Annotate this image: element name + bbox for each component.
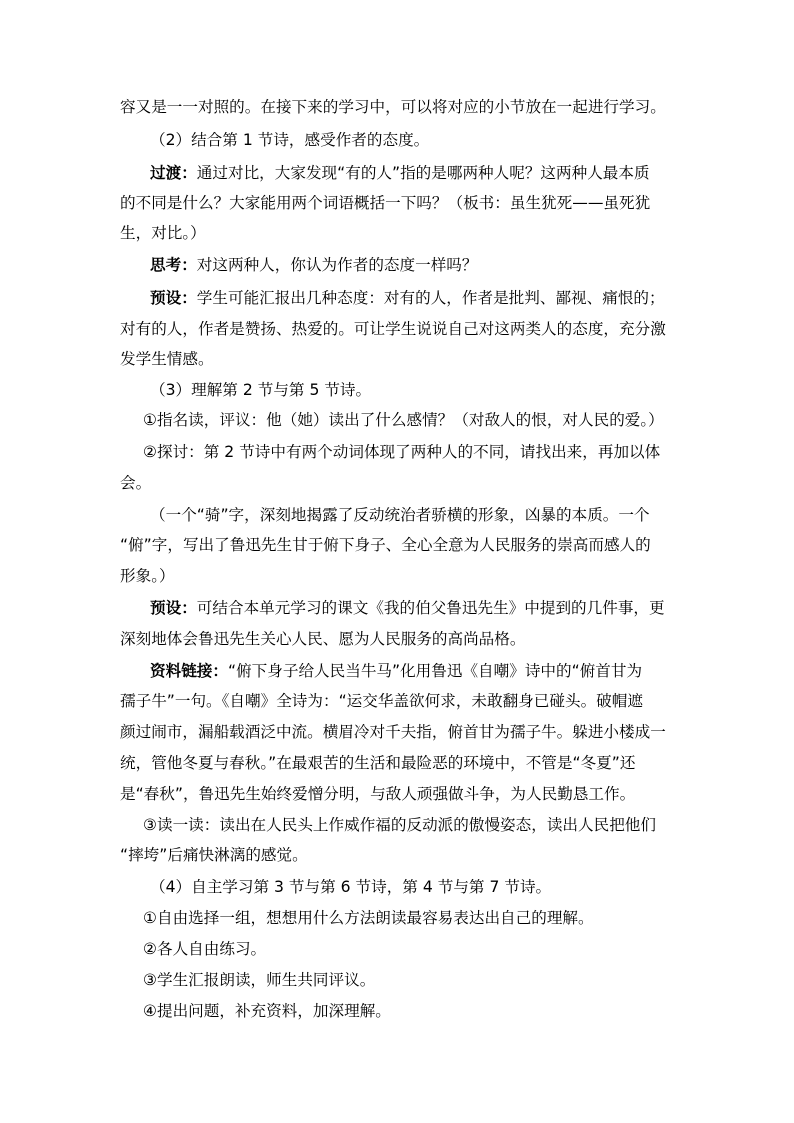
line-text: 通过对比，大家发现“有的人”指的是哪两种人呢？这两种人最本质 [196,164,650,182]
paragraph-line [120,218,690,248]
line-text: （3）理解第 2 节与第 5 节诗。 [150,381,372,399]
line-text: ③读一读：读出在人民头上作威作福的反动派的傲慢姿态，读出人民把他们 [143,816,656,834]
line-text: ①指名读，评议：他（她）读出了什么感情？（对敌人的恨，对人民的爱。） [143,411,664,429]
line-text: ③学生汇报朗读，师生共同评议。 [143,971,376,989]
line-text: （一个“骑”字，深刻地揭露了反动统治者骄横的形象，凶暴的本质。一个 [150,506,650,524]
line-text: 对这两种人，你认为作者的态度一样吗？ [196,256,478,274]
paragraph-line [150,158,690,188]
paragraph-line [143,437,690,467]
line-text: 发学生情感。 [120,350,214,368]
section-heading-4 [150,872,690,902]
label-material-link: 资料链接： [150,662,228,680]
line-text: 是“春秋”，鲁迅先生始终爱憎分明，与敌人顽强做斗争，为人民勤恳工作。 [120,785,636,803]
line-text: 生，对比。） [120,224,206,242]
paragraph-line [150,593,690,623]
paragraph-line [120,314,690,344]
line-text: （2）结合第 1 节诗，感受作者的态度。 [150,131,430,149]
line-text: 学生可能汇报出几种态度：对有的人，作者是批判、鄙视、痛恨的； [196,289,665,307]
paragraph-line [120,779,690,809]
label-preset: 预设： [150,289,197,307]
section-heading-3 [150,375,690,405]
line-text: 形象。） [120,567,175,585]
paragraph-line [120,686,690,716]
paragraph-line [120,561,690,591]
line-text: 孺子牛”一句。《自嘲》全诗为：“运交华盖欲何求，未敢翻身已碰头。破帽遮 [120,692,643,710]
line-text: 深刻地体会鲁迅先生关心人民、愿为人民服务的高尚品格。 [120,630,526,648]
line-text: ④提出问题，补充资料，加深理解。 [143,1002,391,1020]
paragraph-line [143,810,690,840]
line-text: ①自由选择一组，想想用什么方法朗读最容易表达出自己的理解。 [143,909,594,927]
line-text: “俯下身子给人民当牛马”化用鲁迅《自嘲》诗中的“俯首甘为 [227,662,643,680]
paragraph-line [120,717,690,747]
paragraph-line [120,530,690,560]
line-text: 统，管他冬夏与春秋。”在最艰苦的生活和最险恶的环境中，不管是“冬夏”还 [120,754,636,772]
list-item [143,903,690,933]
label-preset: 预设： [150,599,197,617]
paragraph-line [120,188,690,218]
list-item [143,996,690,1026]
line-text: （4）自主学习第 3 节与第 6 节诗，第 4 节与第 7 节诗。 [150,878,552,896]
line-text: ②各人自由练习。 [143,940,267,958]
line-text: 的不同是什么？大家能用两个词语概括一下吗？（板书：虽生犹死——虽死犹 [120,194,651,212]
paragraph-line [143,405,690,435]
line-text: 对有的人，作者是赞扬、热爱的。可让学生说说自己对这两类人的态度，充分激 [120,320,666,338]
label-transition: 过渡： [150,164,197,182]
line-text: 会。 [120,474,152,492]
line-text: “摔垮”后痛快淋漓的感觉。 [120,846,308,864]
paragraph-line [120,92,690,122]
list-item [143,934,690,964]
paragraph-line [150,283,690,313]
list-item [143,965,690,995]
paragraph-line [120,468,690,498]
paragraph-line [120,344,690,374]
paragraph-line [150,500,690,530]
paragraph-line [120,624,690,654]
paragraph-line [150,656,690,686]
line-text: 可结合本单元学习的课文《我的伯父鲁迅先生》中提到的几件事，更 [196,599,665,617]
section-heading-2 [150,125,690,155]
line-text: 容又是一一对照的。在接下来的学习中，可以将对应的小节放在一起进行学习。 [120,98,666,116]
line-text: ②探讨：第 2 节诗中有两个动词体现了两种人的不同，请找出来，再加以体 [143,443,661,461]
paragraph-line [120,748,690,778]
line-text: “俯”字，写出了鲁迅先生甘于俯下身子、全心全意为人民服务的崇高而感人的 [120,536,651,554]
line-text: 颜过闹市，漏船载酒泛中流。横眉冷对千夫指，俯首甘为孺子牛。躲进小楼成一 [120,723,666,741]
paragraph-line [150,250,690,280]
label-think: 思考： [150,256,197,274]
paragraph-line [120,840,690,870]
